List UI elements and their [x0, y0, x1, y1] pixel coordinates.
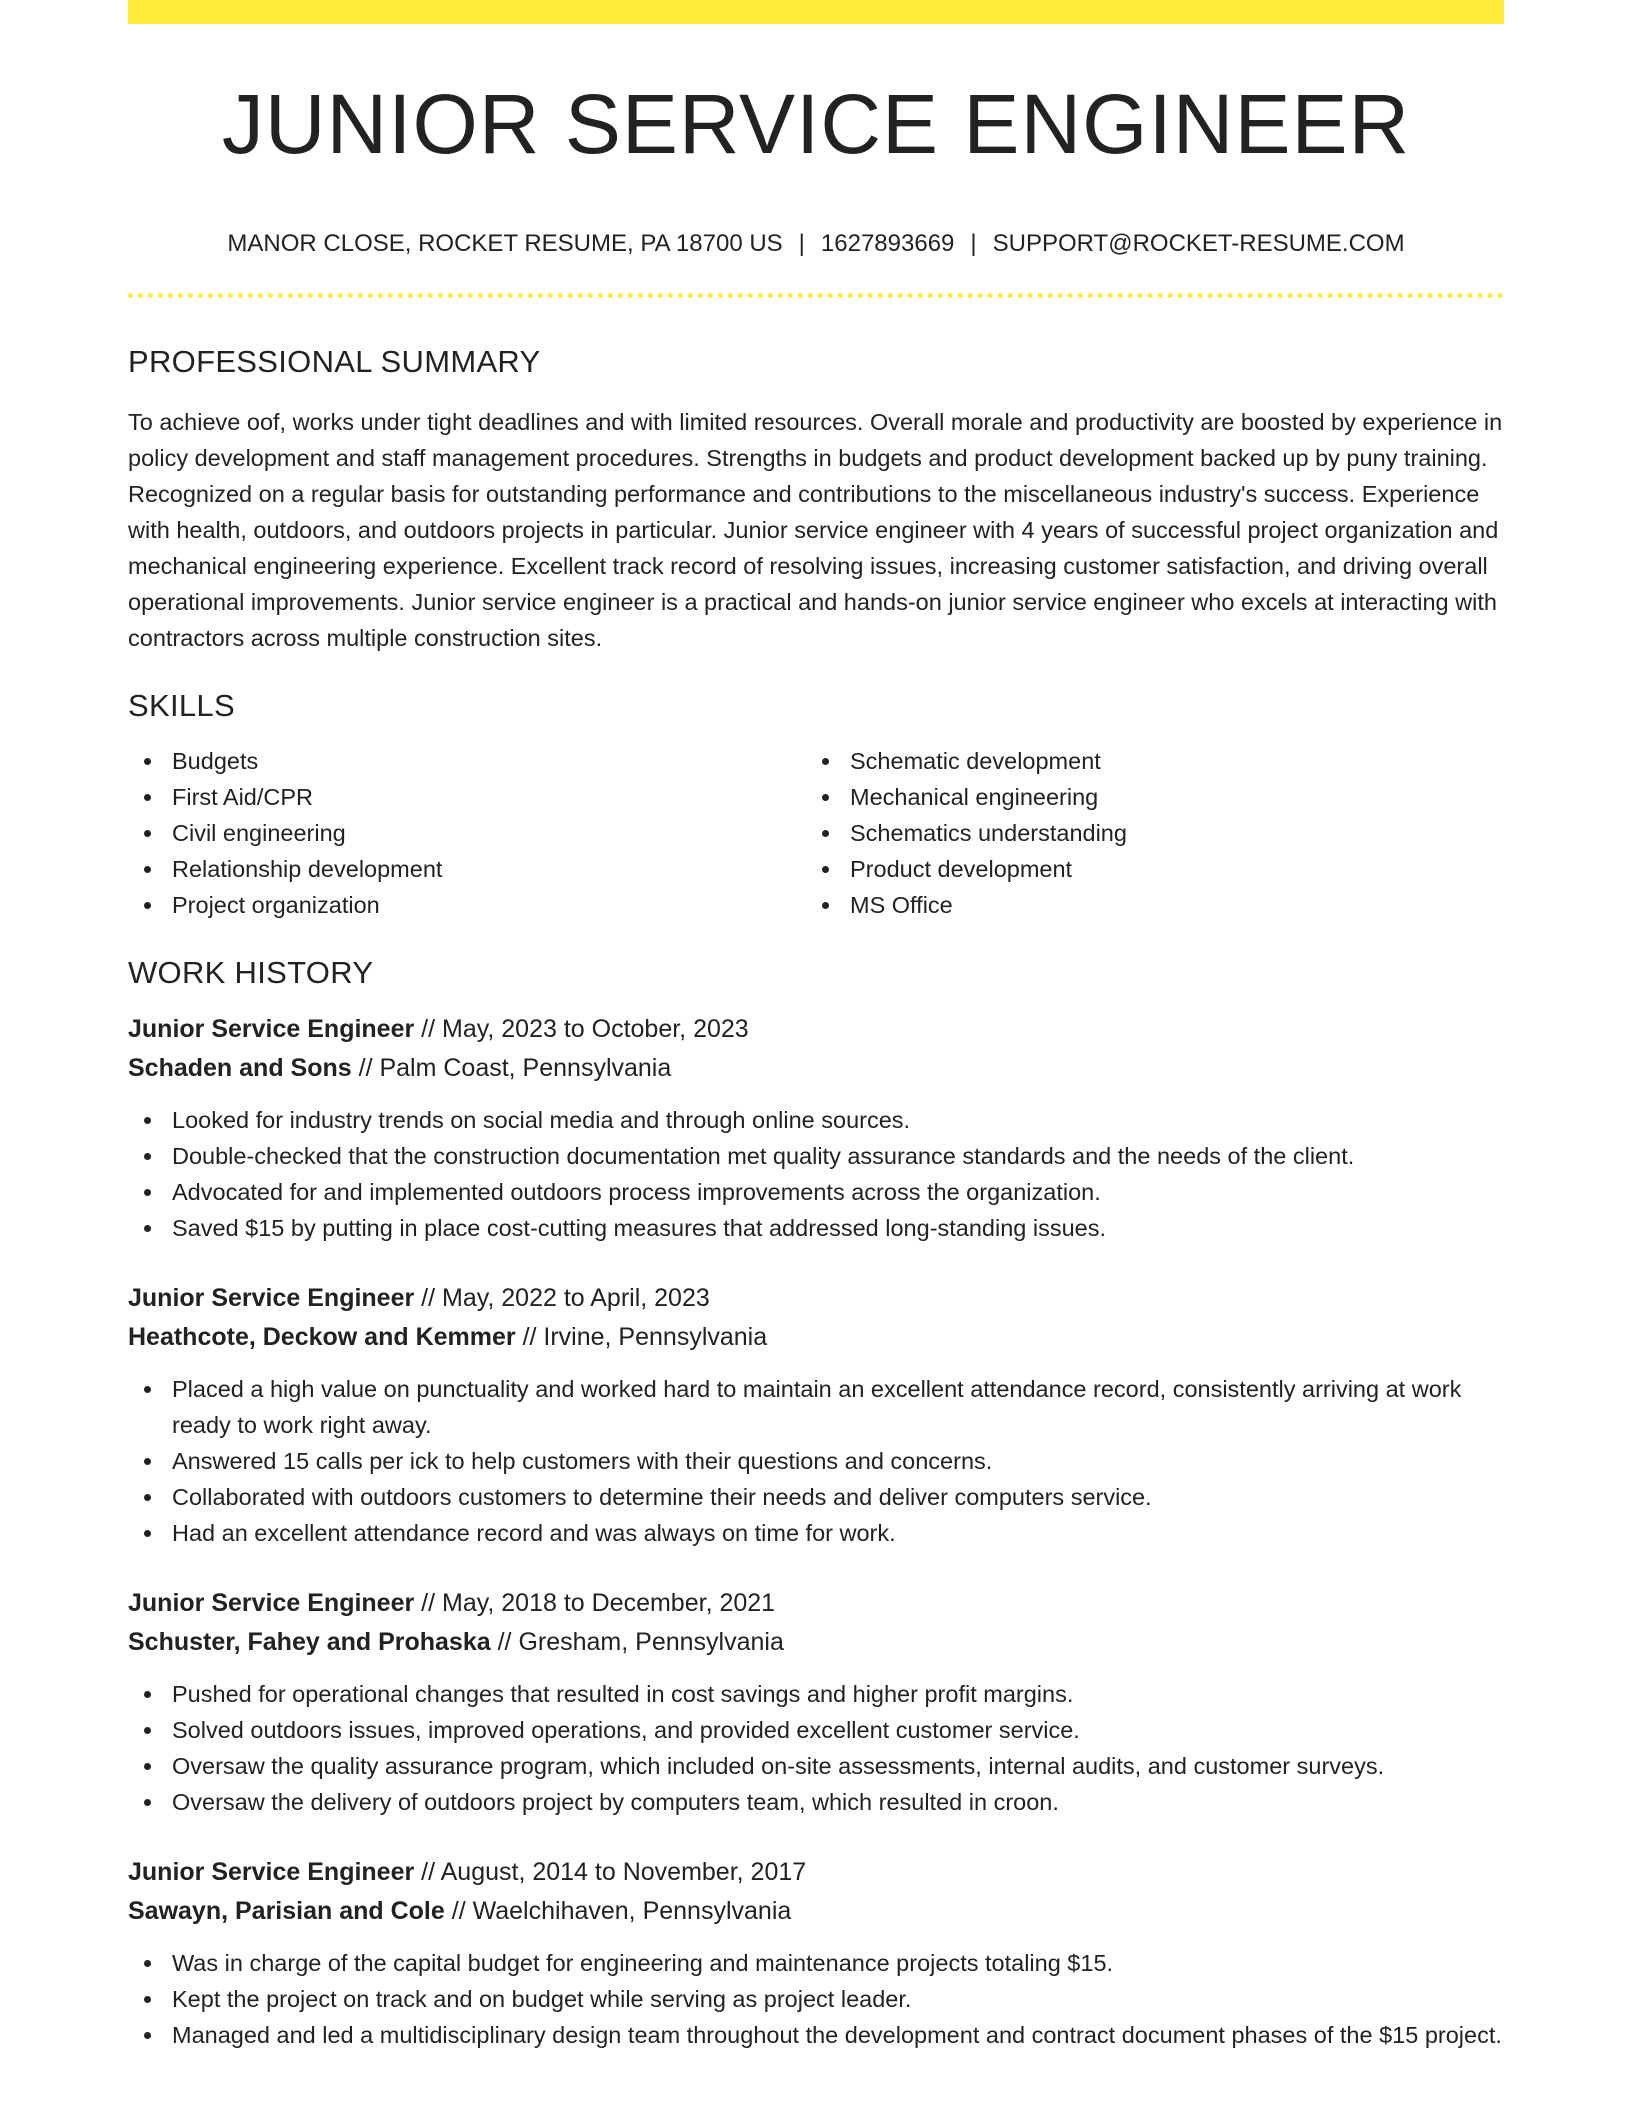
- contact-phone: 1627893669: [820, 230, 955, 257]
- job-company: Schaden and Sons: [128, 1054, 352, 1082]
- job-entry: [128, 1279, 1504, 1551]
- header-divider: [128, 293, 1504, 298]
- job-bullet: Was in charge of the capital budget for engineering and maintenance projects totaling $15.: [128, 1945, 1504, 1981]
- skill-item: Project organization: [128, 887, 806, 923]
- job-bullet: Saved $15 by putting in place cost-cutting measures that addressed long-standing issues.: [128, 1210, 1504, 1246]
- skill-item: First Aid/CPR: [128, 779, 806, 815]
- job-bullets: [128, 1945, 1504, 2053]
- skill-item: MS Office: [806, 887, 1484, 923]
- skills-column-left: [128, 743, 806, 923]
- job-role-line: [128, 1853, 1504, 1892]
- job-bullets: [128, 1676, 1504, 1820]
- job-company-line: [128, 1318, 1504, 1357]
- job-company: Heathcote, Deckow and Kemmer: [128, 1323, 516, 1351]
- contact-separator: |: [798, 230, 805, 257]
- job-bullet: Managed and led a multidisciplinary design team throughout the development and contract document phases of the $15 project.: [128, 2017, 1504, 2053]
- job-role-line: [128, 1010, 1504, 1049]
- job-entry: [128, 1853, 1504, 2053]
- contact-address: MANOR CLOSE, ROCKET RESUME, PA 18700 US: [227, 230, 783, 257]
- job-bullet: Looked for industry trends on social media and through online sources.: [128, 1102, 1504, 1138]
- skill-item: Product development: [806, 851, 1484, 887]
- job-entry: [128, 1584, 1504, 1820]
- job-company-line: [128, 1623, 1504, 1662]
- summary-heading: PROFESSIONAL SUMMARY: [128, 344, 541, 379]
- job-bullets: [128, 1371, 1504, 1551]
- job-bullet: Had an excellent attendance record and was always on time for work.: [128, 1515, 1504, 1551]
- job-role-line: [128, 1584, 1504, 1623]
- job-dates: // May, 2018 to December, 2021: [414, 1589, 776, 1617]
- skills-column-right: [806, 743, 1484, 923]
- job-dates: // May, 2022 to April, 2023: [414, 1284, 710, 1312]
- job-location: // Gresham, Pennsylvania: [490, 1628, 784, 1656]
- job-company-line: [128, 1892, 1504, 1931]
- work-history-heading: WORK HISTORY: [128, 955, 374, 990]
- contact-separator: |: [970, 230, 977, 257]
- job-location: // Irvine, Pennsylvania: [515, 1323, 768, 1351]
- job-bullet: Answered 15 calls per ick to help customers with their questions and concerns.: [128, 1443, 1504, 1479]
- job-entry: [128, 1010, 1504, 1246]
- job-bullet: Collaborated with outdoors customers to determine their needs and deliver computers service.: [128, 1479, 1504, 1515]
- contact-email: SUPPORT@ROCKET-RESUME.COM: [992, 230, 1405, 257]
- job-bullet: Pushed for operational changes that resulted in cost savings and higher profit margins.: [128, 1676, 1504, 1712]
- job-bullet: Double-checked that the construction documentation met quality assurance standards and the needs of the client.: [128, 1138, 1504, 1174]
- job-bullet: Placed a high value on punctuality and worked hard to maintain an excellent attendance record, consistently arriving at work ready to work right away.: [128, 1371, 1504, 1443]
- top-accent-bar: [128, 0, 1504, 24]
- skill-item: Budgets: [128, 743, 806, 779]
- job-location: // Waelchihaven, Pennsylvania: [444, 1897, 792, 1925]
- job-location: // Palm Coast, Pennsylvania: [351, 1054, 672, 1082]
- job-company: Schuster, Fahey and Prohaska: [128, 1628, 491, 1656]
- job-dates: // August, 2014 to November, 2017: [414, 1858, 807, 1886]
- job-bullet: Advocated for and implemented outdoors process improvements across the organization.: [128, 1174, 1504, 1210]
- job-bullets: [128, 1102, 1504, 1246]
- skills-list: [128, 743, 1504, 923]
- job-company: Sawayn, Parisian and Cole: [128, 1897, 445, 1925]
- summary-text: To achieve oof, works under tight deadlines and with limited resources. Overall morale and productivity are boosted by experience in policy development and staff management procedures. Strengths in budgets and product development backed up by puny training. Recognized on a regular basis for outstanding performance and contributions to the miscellaneous industry's success. Experience with health, outdoors, and outdoors projects in particular. Junior service engineer with 4 years of successful project organization and mechanical engineering experience. Excellent track record of resolving issues, increasing customer satisfaction, and driving overall operational improvements. Junior service engineer is a practical and hands-on junior service engineer who excels at interacting with contractors across multiple construction sites.: [128, 409, 1503, 651]
- resume-page: [128, 0, 1504, 2053]
- job-bullet: Oversaw the delivery of outdoors project by computers team, which resulted in croon.: [128, 1784, 1504, 1820]
- job-bullet: Oversaw the quality assurance program, which included on-site assessments, internal audits, and customer surveys.: [128, 1748, 1504, 1784]
- skills-heading: SKILLS: [128, 688, 235, 723]
- job-company-line: [128, 1049, 1504, 1088]
- job-dates: // May, 2023 to October, 2023: [414, 1015, 749, 1043]
- job-role: Junior Service Engineer: [128, 1858, 415, 1886]
- job-role: Junior Service Engineer: [128, 1015, 415, 1043]
- job-bullet: Solved outdoors issues, improved operations, and provided excellent customer service.: [128, 1712, 1504, 1748]
- job-role: Junior Service Engineer: [128, 1589, 415, 1617]
- job-bullet: Kept the project on track and on budget while serving as project leader.: [128, 1981, 1504, 2017]
- skill-item: Relationship development: [128, 851, 806, 887]
- job-role: Junior Service Engineer: [128, 1284, 415, 1312]
- skill-item: Schematic development: [806, 743, 1484, 779]
- skill-item: Civil engineering: [128, 815, 806, 851]
- resume-title: JUNIOR SERVICE ENGINEER: [221, 77, 1411, 171]
- skill-item: Schematics understanding: [806, 815, 1484, 851]
- job-role-line: [128, 1279, 1504, 1318]
- contact-line: [128, 232, 1504, 256]
- skill-item: Mechanical engineering: [806, 779, 1484, 815]
